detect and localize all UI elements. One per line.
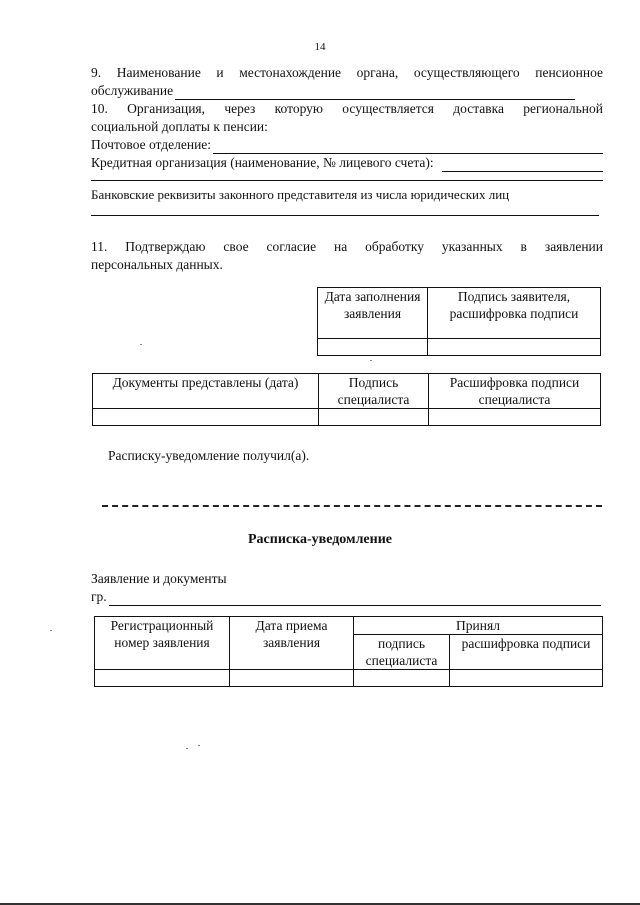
scan-speck bbox=[50, 630, 52, 631]
scan-speck bbox=[198, 745, 200, 746]
receipt-date-cell[interactable] bbox=[230, 670, 354, 687]
receipt-title: Расписка-уведомление bbox=[248, 532, 392, 547]
registration-number-header: Регистрационный номер заявления bbox=[95, 617, 230, 670]
credit-org-fill-line bbox=[442, 158, 603, 172]
receipt-received-text: Расписку-уведомление получил(а). bbox=[108, 448, 310, 463]
post-office-label: Почтовое отделение: bbox=[91, 137, 212, 152]
specialist-name-header: Расшифровка подписи специалиста bbox=[429, 374, 601, 409]
applicant-signature-table bbox=[317, 287, 601, 356]
accepted-signature-cell[interactable] bbox=[354, 670, 450, 687]
item9-fill-line bbox=[175, 86, 575, 100]
receipt-registration-table bbox=[94, 616, 603, 687]
specialist-signature-header: Подпись специалиста bbox=[319, 374, 429, 409]
receipt-line1: Заявление и документы bbox=[91, 571, 227, 586]
accepted-name-header: расшифровка подписи bbox=[450, 635, 603, 670]
specialist-name-cell[interactable] bbox=[429, 409, 601, 426]
item9-line1: 9. Наименование и местонахождение органа, осуществляющего пенсионное bbox=[91, 65, 603, 80]
receipt-line2-text: гр. bbox=[91, 589, 107, 604]
accepted-signature-header: подпись специалиста bbox=[354, 635, 450, 670]
specialist-signature-cell[interactable] bbox=[319, 409, 429, 426]
item9-line2-text: обслуживание bbox=[91, 83, 174, 98]
page-number: 14 bbox=[314, 41, 326, 53]
item10-line1: 10. Организация, через которую осуществляется доставка региональной bbox=[91, 101, 603, 116]
documents-date-cell[interactable] bbox=[93, 409, 319, 426]
cut-line bbox=[102, 505, 602, 507]
receipt-line2 bbox=[91, 588, 601, 606]
receipt-date-header: Дата приема заявления bbox=[230, 617, 354, 670]
scan-speck bbox=[370, 360, 372, 361]
blank-line-1 bbox=[91, 180, 603, 181]
scan-speck bbox=[186, 748, 188, 749]
item11-line2: персональных данных. bbox=[91, 257, 223, 272]
applicant-signature-header: Подпись заявителя, расшифровка подписи bbox=[428, 288, 601, 339]
item9-line2 bbox=[91, 82, 575, 100]
applicant-signature-cell[interactable] bbox=[428, 339, 601, 356]
accepted-header: Принял bbox=[354, 617, 603, 635]
post-office-fill-line bbox=[213, 140, 603, 154]
receipt-citizen-fill-line bbox=[109, 592, 601, 606]
scan-speck bbox=[140, 344, 142, 345]
item11-line1: 11. Подтверждаю свое согласие на обработку указанных в заявлении bbox=[91, 239, 603, 254]
fill-date-header: Дата заполнения заявления bbox=[318, 288, 428, 339]
item10-line2: социальной доплаты к пенсии: bbox=[91, 119, 268, 134]
credit-org-label: Кредитная организация (наименование, № лицевого счета): bbox=[91, 155, 434, 170]
bank-details-fill-line bbox=[91, 215, 599, 216]
documents-table bbox=[92, 373, 601, 426]
bank-details-label: Банковские реквизиты законного представителя из числа юридических лиц bbox=[91, 187, 510, 202]
fill-date-cell[interactable] bbox=[318, 339, 428, 356]
accepted-name-cell[interactable] bbox=[450, 670, 603, 687]
credit-org-row bbox=[91, 154, 603, 172]
documents-date-header: Документы представлены (дата) bbox=[93, 374, 319, 409]
registration-number-cell[interactable] bbox=[95, 670, 230, 687]
post-office-row bbox=[91, 136, 603, 154]
